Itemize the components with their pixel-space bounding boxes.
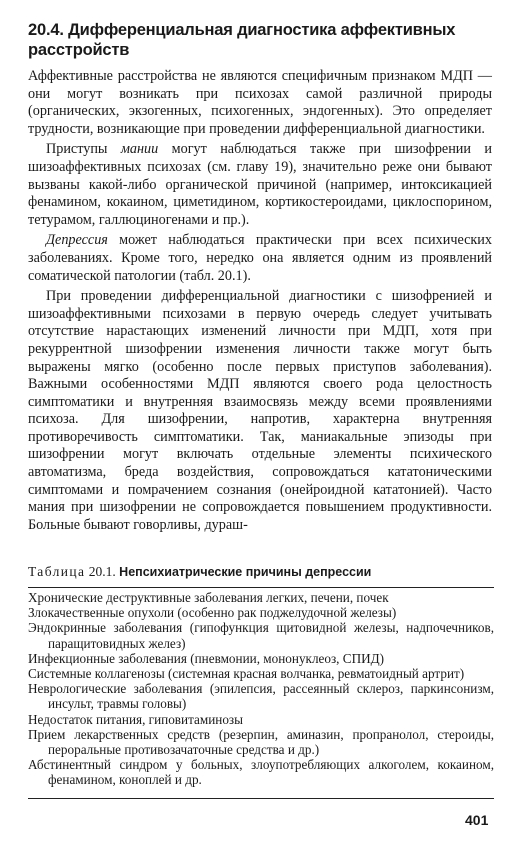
- table-row: Эндокринные заболевания (гипофункция щитовидной железы, надпочечников, паращитовидных желез): [28, 620, 494, 651]
- paragraph-text: Аффективные расстройства не являются специфичным признаком МДП — они могут возникать при психозах самой различной природы (органических, экзогенных, психогенных, эндогенных). Это определяет трудности, возникающие при проведении дифференциальной диагностики.: [28, 68, 492, 137]
- table-label: Таблица: [28, 564, 86, 579]
- table-caption: [28, 563, 498, 581]
- table-top-rule: [28, 587, 494, 588]
- emphasis-term: мании: [120, 141, 159, 158]
- page-number: 401: [465, 812, 489, 828]
- table-row: Злокачественные опухоли (особенно рак поджелудочной железы): [28, 605, 397, 621]
- body-text: [28, 68, 492, 537]
- table-row: Хронические деструктивные заболевания легких, печени, почек: [28, 590, 389, 605]
- table-row: Прием лекарственных средств (резерпин, аминазин, пропранолол, стероиды, пероральные противозачаточные средства и др.): [28, 726, 494, 758]
- table-body: [28, 590, 494, 788]
- paragraph-text: может наблюдаться практически при всех психических заболеваниях. Кроме того, нередко она является одним из проявлений соматической патологии (табл. 20.1).: [28, 232, 492, 284]
- paragraph-2: [28, 141, 492, 229]
- table-row: Абстинентный синдром у больных, злоупотребляющих алкоголем, кокаином, фенамином, коноплей и др.: [28, 757, 494, 788]
- table-title: Непсихиатрические причины депрессии: [119, 565, 372, 579]
- table-bottom-rule: [28, 798, 494, 799]
- table-row: Системные коллагенозы (системная красная волчанка, ревматоидный артрит): [28, 666, 465, 682]
- section-heading: 20.4. Дифференциальная диагностика аффективных расстройств: [28, 21, 456, 59]
- table-number: 20.1.: [88, 564, 116, 579]
- table-row: Недостаток питания, гиповитаминозы: [28, 711, 243, 727]
- paragraph-text: При проведении дифференциальной диагностики с шизофренией и шизоаффективными психозами в первую очередь следует учитывать отсутствие нарастающих изменений личности при МДП, хотя при рекуррентной шизофрении изменения личности также могут быть выражены мягко (особенно после первых приступов заболевания). Важными особенностями МДП являются своего рода целостность симптоматики и внутренняя взаимосвязь между всеми проявлениями психоза. Для шизофрении, напротив, характерна внутренняя противоречивость симптоматики. Так, маниакальные эпизоды при шизофрении могут включать отдельные элементы психического автоматизма, бреда воздействия, сопровождаться кататоническими симптомами и помрачением сознания (онейроидной кататонией). Часто мания при шизофрении не сопровождается повышением продуктивности. Больные бывают говорливы, дураш-: [28, 288, 492, 533]
- table-row: Неврологические заболевания (эпилепсия, рассеянный склероз, паркинсонизм, инсульт, травмы головы): [28, 681, 494, 712]
- paragraph-text: могут наблюдаться также при шизофрении и шизоаффективных психозах (см. главу 19), значительно реже они бывают вызваны какой-либо органической причиной (например, интоксикацией фенамином, кокаином, циметидином, кортикостероидами, циклоспорином, тетурамом, галлюциногенами и пр.).: [28, 141, 492, 228]
- paragraph-3: [28, 232, 492, 285]
- paragraph-1: [28, 68, 492, 138]
- paragraph-4: [28, 288, 492, 534]
- emphasis-term: Депрессия: [46, 232, 108, 249]
- paragraph-text: Приступы: [46, 141, 121, 158]
- table-row: Инфекционные заболевания (пневмонии, мононуклеоз, СПИД): [28, 650, 385, 666]
